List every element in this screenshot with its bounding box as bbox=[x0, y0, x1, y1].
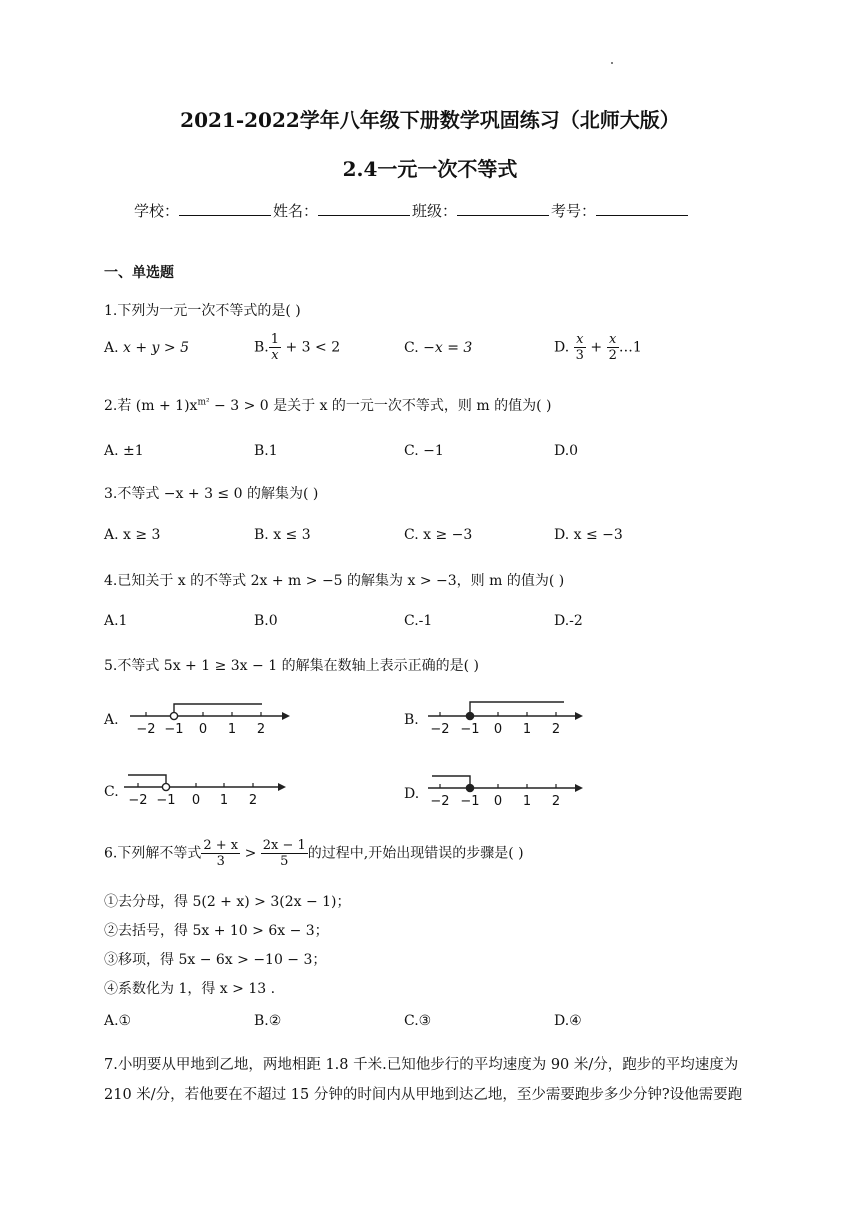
tick-label: 0 bbox=[493, 794, 503, 809]
q6-option-c: C.③ bbox=[404, 1013, 432, 1029]
name-label: 姓名： bbox=[273, 202, 319, 220]
q4-option-c: C.-1 bbox=[404, 613, 433, 629]
question-2-stem: 2.若 $(m + 1)x^{m^2} - 3 > 0$ 是关于 x 的一元一次不等式，则 m 的值为( ) bbox=[104, 397, 552, 414]
q4-option-b: B.0 bbox=[254, 613, 278, 629]
q3-option-d: D. x ≤ −3 bbox=[554, 527, 623, 543]
tick-label: 1 bbox=[227, 722, 237, 737]
question-3-stem: 3.不等式 −x + 3 ≤ 0 的解集为( ) bbox=[104, 486, 319, 502]
q3-option-a: A. x ≥ 3 bbox=[104, 527, 161, 543]
tick-label: 0 bbox=[198, 722, 208, 737]
q5-option-a-label: A. bbox=[104, 712, 119, 728]
class-label: 班级： bbox=[412, 202, 458, 220]
tick-label: −2 bbox=[430, 722, 450, 737]
q6-step-2: ②去括号，得 5x + 10 > 6x − 3； bbox=[104, 923, 329, 939]
tick-label: −2 bbox=[128, 793, 148, 808]
q4-option-d: D.-2 bbox=[554, 613, 583, 629]
tick-label: 1 bbox=[219, 793, 229, 808]
q4-option-a: A.1 bbox=[104, 613, 128, 629]
question-7-line-1: 7.小明要从甲地到乙地，两地相距 1.8 千米.已知他步行的平均速度为 90 米/分，跑步的平均速度为 bbox=[104, 1057, 739, 1073]
tick-label: −1 bbox=[460, 794, 480, 809]
student-info-row bbox=[134, 200, 690, 221]
page-title: 2021-2022学年八年级下册数学巩固练习（北师大版） bbox=[180, 108, 680, 132]
school-blank[interactable] bbox=[179, 201, 271, 216]
q6-step-3: ③移项，得 5x − 6x > −10 − 3； bbox=[104, 952, 327, 968]
q5-number-line-b bbox=[420, 696, 595, 740]
question-5-stem: 5.不等式 5x + 1 ≥ 3x − 1 的解集在数轴上表示正确的是( ) bbox=[104, 658, 479, 674]
q6-option-a: A.① bbox=[104, 1013, 132, 1029]
q6-option-b: B.② bbox=[254, 1013, 282, 1029]
exam-number-blank[interactable] bbox=[596, 201, 688, 216]
q3-option-c: C. x ≥ −3 bbox=[404, 527, 473, 543]
q6-option-d: D.④ bbox=[554, 1013, 582, 1029]
q1-option-a: A. x + y > 5 bbox=[104, 340, 189, 356]
q5-number-line-a bbox=[122, 696, 297, 740]
question-4-stem: 4.已知关于 x 的不等式 2x + m > −5 的解集为 x > −3，则 m 的值为( ) bbox=[104, 573, 565, 589]
q5-number-line-c bbox=[118, 767, 293, 811]
question-6-stem: 6.下列解不等式 $\frac{2 + x}{3}$ > $\frac{2x - 1}{5}$ 的过程中,开始出现错误的步骤是( ) bbox=[104, 838, 524, 869]
class-blank[interactable] bbox=[457, 201, 549, 216]
tick-label: 2 bbox=[551, 794, 561, 809]
tick-label: −1 bbox=[164, 722, 184, 737]
q2-option-c: C. −1 bbox=[404, 443, 444, 459]
tick-label: 0 bbox=[191, 793, 201, 808]
q5-number-line-d bbox=[420, 768, 595, 812]
tick-label: 2 bbox=[248, 793, 258, 808]
section-heading: 一、单选题 bbox=[104, 265, 174, 281]
tick-label: −1 bbox=[156, 793, 176, 808]
q2-option-d: D.0 bbox=[554, 443, 579, 459]
q6-step-1: ①去分母，得 5(2 + x) > 3(2x − 1)； bbox=[104, 894, 351, 910]
q5-option-d-label: D. bbox=[404, 786, 420, 802]
name-blank[interactable] bbox=[318, 201, 410, 216]
corner-mark bbox=[611, 62, 613, 64]
tick-label: 1 bbox=[522, 794, 532, 809]
q3-option-b: B. x ≤ 3 bbox=[254, 527, 311, 543]
tick-label: 2 bbox=[551, 722, 561, 737]
exam-number-label: 考号： bbox=[551, 202, 597, 220]
school-label: 学校： bbox=[134, 202, 180, 220]
tick-label: −1 bbox=[460, 722, 480, 737]
q2-option-a: A. ±1 bbox=[104, 443, 144, 459]
tick-label: 1 bbox=[522, 722, 532, 737]
tick-label: −2 bbox=[430, 794, 450, 809]
q2-option-b: B.1 bbox=[254, 443, 278, 459]
question-7-line-2: 210 米/分，若他要在不超过 15 分钟的时间内从甲地到达乙地，至少需要跑步多少分钟?设他需要跑 bbox=[104, 1087, 743, 1103]
q6-step-4: ④系数化为 1，得 x > 13 . bbox=[104, 981, 276, 997]
tick-label: 0 bbox=[493, 722, 503, 737]
q1-option-b: B. $\frac{1}{x}$ + 3 < 2 bbox=[254, 332, 341, 363]
tick-label: −2 bbox=[136, 722, 156, 737]
q5-option-b-label: B. bbox=[404, 712, 419, 728]
q5-option-c-label: C. bbox=[104, 784, 119, 800]
tick-label: 2 bbox=[256, 722, 266, 737]
q1-option-d: D. $\frac{x}{3}$ + $\frac{x}{2}$ …1 bbox=[554, 332, 642, 363]
question-1-stem: 1.下列为一元一次不等式的是( ) bbox=[104, 303, 301, 319]
page-subtitle: 2.4一元一次不等式 bbox=[342, 157, 518, 181]
q1-option-c: C. −x = 3 bbox=[404, 340, 473, 356]
